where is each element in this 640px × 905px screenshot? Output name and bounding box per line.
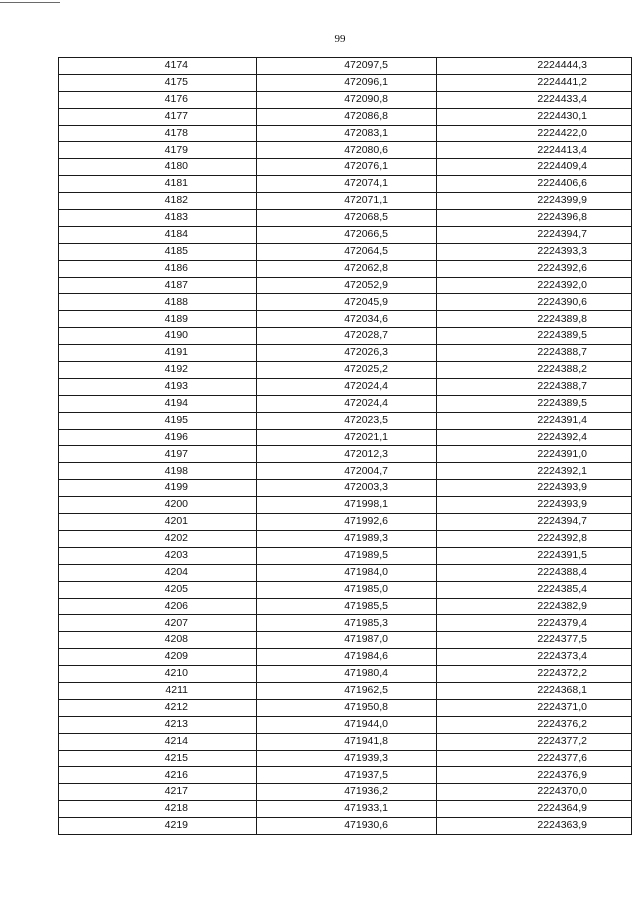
table-row bbox=[59, 699, 632, 716]
x-coordinate-cell: 472034,6 bbox=[257, 311, 437, 328]
x-coordinate-cell: 472090,8 bbox=[257, 91, 437, 108]
table-row bbox=[59, 125, 632, 142]
table-row bbox=[59, 58, 632, 75]
table-row bbox=[59, 243, 632, 260]
y-coordinate-cell: 2224372,2 bbox=[437, 666, 632, 683]
point-number-cell: 4204 bbox=[59, 564, 257, 581]
y-coordinate-cell: 2224391,4 bbox=[437, 412, 632, 429]
x-coordinate-cell: 472028,7 bbox=[257, 328, 437, 345]
table-row bbox=[59, 615, 632, 632]
point-number-cell: 4203 bbox=[59, 547, 257, 564]
point-number-cell: 4199 bbox=[59, 480, 257, 497]
y-coordinate-cell: 2224389,5 bbox=[437, 328, 632, 345]
point-number-cell: 4196 bbox=[59, 429, 257, 446]
x-coordinate-cell: 471930,6 bbox=[257, 818, 437, 835]
x-coordinate-cell: 471984,6 bbox=[257, 649, 437, 666]
y-coordinate-cell: 2224377,5 bbox=[437, 632, 632, 649]
table-row bbox=[59, 666, 632, 683]
y-coordinate-cell: 2224430,1 bbox=[437, 108, 632, 125]
table-row bbox=[59, 159, 632, 176]
x-coordinate-cell: 471992,6 bbox=[257, 514, 437, 531]
top-edge-rule bbox=[0, 2, 60, 3]
point-number-cell: 4207 bbox=[59, 615, 257, 632]
x-coordinate-cell: 471985,3 bbox=[257, 615, 437, 632]
y-coordinate-cell: 2224376,9 bbox=[437, 767, 632, 784]
point-number-cell: 4190 bbox=[59, 328, 257, 345]
y-coordinate-cell: 2224388,7 bbox=[437, 345, 632, 362]
point-number-cell: 4189 bbox=[59, 311, 257, 328]
point-number-cell: 4200 bbox=[59, 497, 257, 514]
point-number-cell: 4195 bbox=[59, 412, 257, 429]
point-number-cell: 4186 bbox=[59, 260, 257, 277]
y-coordinate-cell: 2224392,1 bbox=[437, 463, 632, 480]
table-row bbox=[59, 176, 632, 193]
x-coordinate-cell: 472096,1 bbox=[257, 74, 437, 91]
y-coordinate-cell: 2224382,9 bbox=[437, 598, 632, 615]
table-row bbox=[59, 345, 632, 362]
y-coordinate-cell: 2224385,4 bbox=[437, 581, 632, 598]
y-coordinate-cell: 2224391,5 bbox=[437, 547, 632, 564]
y-coordinate-cell: 2224394,7 bbox=[437, 514, 632, 531]
table-row bbox=[59, 395, 632, 412]
table-row bbox=[59, 260, 632, 277]
y-coordinate-cell: 2224388,7 bbox=[437, 378, 632, 395]
y-coordinate-cell: 2224389,5 bbox=[437, 395, 632, 412]
table-row bbox=[59, 210, 632, 227]
x-coordinate-cell: 471950,8 bbox=[257, 699, 437, 716]
table-row bbox=[59, 750, 632, 767]
table-row bbox=[59, 463, 632, 480]
point-number-cell: 4177 bbox=[59, 108, 257, 125]
x-coordinate-cell: 471936,2 bbox=[257, 784, 437, 801]
point-number-cell: 4175 bbox=[59, 74, 257, 91]
point-number-cell: 4197 bbox=[59, 446, 257, 463]
point-number-cell: 4206 bbox=[59, 598, 257, 615]
point-number-cell: 4212 bbox=[59, 699, 257, 716]
table-row bbox=[59, 716, 632, 733]
table-row bbox=[59, 767, 632, 784]
table-row bbox=[59, 378, 632, 395]
y-coordinate-cell: 2224373,4 bbox=[437, 649, 632, 666]
y-coordinate-cell: 2224392,4 bbox=[437, 429, 632, 446]
point-number-cell: 4185 bbox=[59, 243, 257, 260]
x-coordinate-cell: 472004,7 bbox=[257, 463, 437, 480]
point-number-cell: 4219 bbox=[59, 818, 257, 835]
y-coordinate-cell: 2224370,0 bbox=[437, 784, 632, 801]
y-coordinate-cell: 2224441,2 bbox=[437, 74, 632, 91]
table-row bbox=[59, 412, 632, 429]
point-number-cell: 4201 bbox=[59, 514, 257, 531]
point-number-cell: 4174 bbox=[59, 58, 257, 75]
y-coordinate-cell: 2224389,8 bbox=[437, 311, 632, 328]
y-coordinate-cell: 2224433,4 bbox=[437, 91, 632, 108]
table-row bbox=[59, 74, 632, 91]
point-number-cell: 4181 bbox=[59, 176, 257, 193]
y-coordinate-cell: 2224393,9 bbox=[437, 497, 632, 514]
coordinates-table-body bbox=[59, 58, 632, 835]
point-number-cell: 4179 bbox=[59, 142, 257, 159]
x-coordinate-cell: 471939,3 bbox=[257, 750, 437, 767]
y-coordinate-cell: 2224377,2 bbox=[437, 733, 632, 750]
x-coordinate-cell: 472064,5 bbox=[257, 243, 437, 260]
x-coordinate-cell: 472045,9 bbox=[257, 294, 437, 311]
x-coordinate-cell: 472071,1 bbox=[257, 193, 437, 210]
y-coordinate-cell: 2224376,2 bbox=[437, 716, 632, 733]
x-coordinate-cell: 472021,1 bbox=[257, 429, 437, 446]
table-row bbox=[59, 649, 632, 666]
table-row bbox=[59, 108, 632, 125]
table-row bbox=[59, 497, 632, 514]
table-row bbox=[59, 328, 632, 345]
x-coordinate-cell: 472074,1 bbox=[257, 176, 437, 193]
point-number-cell: 4178 bbox=[59, 125, 257, 142]
point-number-cell: 4180 bbox=[59, 159, 257, 176]
table-row bbox=[59, 446, 632, 463]
y-coordinate-cell: 2224392,6 bbox=[437, 260, 632, 277]
x-coordinate-cell: 472023,5 bbox=[257, 412, 437, 429]
point-number-cell: 4216 bbox=[59, 767, 257, 784]
point-number-cell: 4193 bbox=[59, 378, 257, 395]
y-coordinate-cell: 2224379,4 bbox=[437, 615, 632, 632]
point-number-cell: 4182 bbox=[59, 193, 257, 210]
y-coordinate-cell: 2224444,3 bbox=[437, 58, 632, 75]
point-number-cell: 4176 bbox=[59, 91, 257, 108]
x-coordinate-cell: 472080,6 bbox=[257, 142, 437, 159]
table-row bbox=[59, 581, 632, 598]
point-number-cell: 4184 bbox=[59, 226, 257, 243]
table-row bbox=[59, 429, 632, 446]
x-coordinate-cell: 472003,3 bbox=[257, 480, 437, 497]
x-coordinate-cell: 472062,8 bbox=[257, 260, 437, 277]
y-coordinate-cell: 2224406,6 bbox=[437, 176, 632, 193]
table-row bbox=[59, 91, 632, 108]
x-coordinate-cell: 472026,3 bbox=[257, 345, 437, 362]
table-row bbox=[59, 547, 632, 564]
x-coordinate-cell: 471985,0 bbox=[257, 581, 437, 598]
table-row bbox=[59, 142, 632, 159]
table-row bbox=[59, 514, 632, 531]
point-number-cell: 4214 bbox=[59, 733, 257, 750]
x-coordinate-cell: 472012,3 bbox=[257, 446, 437, 463]
y-coordinate-cell: 2224392,8 bbox=[437, 530, 632, 547]
table-row bbox=[59, 480, 632, 497]
table-row bbox=[59, 632, 632, 649]
y-coordinate-cell: 2224391,0 bbox=[437, 446, 632, 463]
y-coordinate-cell: 2224422,0 bbox=[437, 125, 632, 142]
x-coordinate-cell: 472083,1 bbox=[257, 125, 437, 142]
x-coordinate-cell: 472052,9 bbox=[257, 277, 437, 294]
table-row bbox=[59, 294, 632, 311]
table-row bbox=[59, 784, 632, 801]
x-coordinate-cell: 471944,0 bbox=[257, 716, 437, 733]
y-coordinate-cell: 2224409,4 bbox=[437, 159, 632, 176]
point-number-cell: 4217 bbox=[59, 784, 257, 801]
x-coordinate-cell: 471985,5 bbox=[257, 598, 437, 615]
point-number-cell: 4191 bbox=[59, 345, 257, 362]
table-row bbox=[59, 733, 632, 750]
point-number-cell: 4183 bbox=[59, 210, 257, 227]
x-coordinate-cell: 471989,3 bbox=[257, 530, 437, 547]
x-coordinate-cell: 471933,1 bbox=[257, 801, 437, 818]
x-coordinate-cell: 471941,8 bbox=[257, 733, 437, 750]
x-coordinate-cell: 472076,1 bbox=[257, 159, 437, 176]
table-row bbox=[59, 801, 632, 818]
point-number-cell: 4198 bbox=[59, 463, 257, 480]
y-coordinate-cell: 2224392,0 bbox=[437, 277, 632, 294]
point-number-cell: 4205 bbox=[59, 581, 257, 598]
point-number-cell: 4187 bbox=[59, 277, 257, 294]
point-number-cell: 4208 bbox=[59, 632, 257, 649]
y-coordinate-cell: 2224393,3 bbox=[437, 243, 632, 260]
y-coordinate-cell: 2224399,9 bbox=[437, 193, 632, 210]
x-coordinate-cell: 471984,0 bbox=[257, 564, 437, 581]
x-coordinate-cell: 471989,5 bbox=[257, 547, 437, 564]
page-number: 99 bbox=[334, 33, 346, 45]
point-number-cell: 4188 bbox=[59, 294, 257, 311]
point-number-cell: 4211 bbox=[59, 682, 257, 699]
point-number-cell: 4202 bbox=[59, 530, 257, 547]
table-row bbox=[59, 598, 632, 615]
point-number-cell: 4210 bbox=[59, 666, 257, 683]
point-number-cell: 4218 bbox=[59, 801, 257, 818]
table-row bbox=[59, 226, 632, 243]
point-number-cell: 4192 bbox=[59, 362, 257, 379]
x-coordinate-cell: 472025,2 bbox=[257, 362, 437, 379]
x-coordinate-cell: 472066,5 bbox=[257, 226, 437, 243]
table-row bbox=[59, 362, 632, 379]
y-coordinate-cell: 2224413,4 bbox=[437, 142, 632, 159]
y-coordinate-cell: 2224396,8 bbox=[437, 210, 632, 227]
table-row bbox=[59, 818, 632, 835]
point-number-cell: 4194 bbox=[59, 395, 257, 412]
x-coordinate-cell: 471937,5 bbox=[257, 767, 437, 784]
y-coordinate-cell: 2224388,4 bbox=[437, 564, 632, 581]
point-number-cell: 4215 bbox=[59, 750, 257, 767]
x-coordinate-cell: 471998,1 bbox=[257, 497, 437, 514]
y-coordinate-cell: 2224364,9 bbox=[437, 801, 632, 818]
y-coordinate-cell: 2224363,9 bbox=[437, 818, 632, 835]
table-row bbox=[59, 564, 632, 581]
y-coordinate-cell: 2224394,7 bbox=[437, 226, 632, 243]
coordinates-table bbox=[58, 57, 632, 835]
x-coordinate-cell: 471987,0 bbox=[257, 632, 437, 649]
x-coordinate-cell: 471980,4 bbox=[257, 666, 437, 683]
table-row bbox=[59, 277, 632, 294]
y-coordinate-cell: 2224390,6 bbox=[437, 294, 632, 311]
x-coordinate-cell: 472024,4 bbox=[257, 378, 437, 395]
table-row bbox=[59, 193, 632, 210]
x-coordinate-cell: 472068,5 bbox=[257, 210, 437, 227]
point-number-cell: 4209 bbox=[59, 649, 257, 666]
y-coordinate-cell: 2224388,2 bbox=[437, 362, 632, 379]
y-coordinate-cell: 2224371,0 bbox=[437, 699, 632, 716]
point-number-cell: 4213 bbox=[59, 716, 257, 733]
x-coordinate-cell: 472086,8 bbox=[257, 108, 437, 125]
x-coordinate-cell: 471962,5 bbox=[257, 682, 437, 699]
x-coordinate-cell: 472097,5 bbox=[257, 58, 437, 75]
y-coordinate-cell: 2224377,6 bbox=[437, 750, 632, 767]
y-coordinate-cell: 2224368,1 bbox=[437, 682, 632, 699]
table-row bbox=[59, 530, 632, 547]
y-coordinate-cell: 2224393,9 bbox=[437, 480, 632, 497]
table-row bbox=[59, 682, 632, 699]
x-coordinate-cell: 472024,4 bbox=[257, 395, 437, 412]
table-row bbox=[59, 311, 632, 328]
